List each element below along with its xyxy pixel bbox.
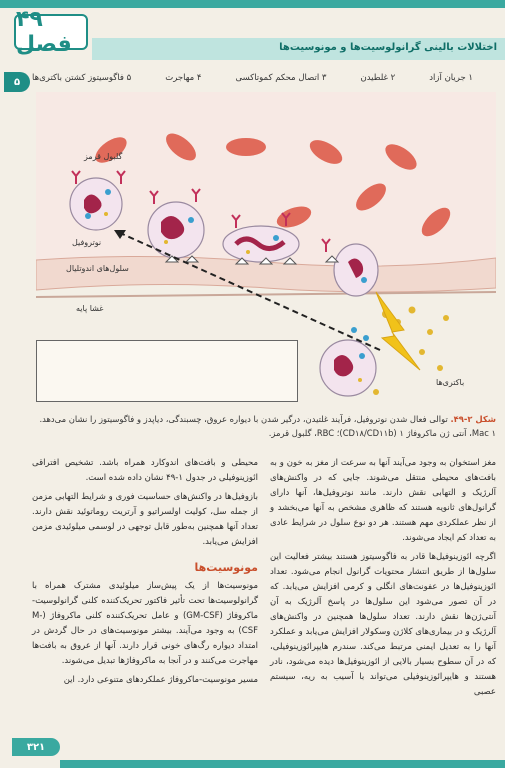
paragraph: اگرچه ائوزینوفیل‌ها قادر به فاگوسیتوز هستند بیشتر فعالیت این سلول‌ها از طریق انتشار محتویات گرانول انجام می‌شود. تعداد ائوزینوفیل‌ها در عفونت‌های انگلی و کرمی افزایش می‌یابد. که در آن تصور می‌شود این سلول‌ها در پاسخ آلرژیک به آن آنتی‌ژن‌ها نقش دارند. تعداد سلول‌ها همچنین در واکنش‌های آلرژیک و در بیماری‌های کلاژن وسکولار افزایش می‌یابد و عملکرد آنها را به تعدیل ایمنی مرتبط می‌کند. سندرم هایپرائوزینوفیلی، که در آن سطوح بسیار بالایی از ائوزینوفیل‌ها دیده می‌شود، نادر هستند و هایپرائوزینوفیلی می‌تواند با آسیب به ریه، سیستم عصبی bbox=[270, 552, 496, 697]
text-column-left bbox=[32, 456, 258, 746]
granule-dot bbox=[246, 250, 250, 254]
granule-dot bbox=[273, 235, 279, 241]
bacteria-label: باکتری‌ها bbox=[436, 378, 465, 387]
section-heading: مونوسیت‌ها bbox=[194, 561, 258, 574]
paragraph: مسیر مونوسیت-ماکروفاژ عملکردهای متنوعی دارد. این bbox=[63, 675, 258, 685]
caption-text: توالی فعال شدن نوتروفیل، فرآیند غلتیدن، درگیر شدن با دیواره عروق، چسبندگی، دیاپدز و فاگوسیتوز را نشان می‌دهد. Mac ۱، آنتی ژن ماکروفاژ ۱ (CD۱۸/CD۱۱b)؛ RBC، گلبول قرمز. bbox=[39, 414, 496, 438]
granule-dot bbox=[105, 189, 111, 195]
page-number: ۳۲۱ bbox=[26, 741, 46, 753]
granule-dot bbox=[85, 213, 91, 219]
figure-legend bbox=[36, 340, 298, 402]
paragraph: بازوفیل‌ها در واکنش‌های حساسیت فوری و شرایط التهابی مزمن از جمله سل، کولیت اولسراتیو و آرتریت روماتوئید نقش دارند. تعداد آنها همچنین به‌طور قابل توجهی در لوسمی میلوئیدی مزمن افزایش می‌یابد. bbox=[32, 492, 258, 547]
stage-label: ۳ اتصال محکم کموتاکسی bbox=[235, 73, 327, 83]
stage-label: ۱ جریان آزاد bbox=[429, 73, 473, 83]
chapter-number-box bbox=[14, 7, 88, 57]
stage-legend-strip bbox=[0, 68, 505, 88]
stage-label: ۲ غلطیدن bbox=[360, 73, 396, 83]
granule-dot bbox=[358, 378, 362, 382]
granule-dot bbox=[104, 212, 108, 216]
section-badge-number: ۵ bbox=[13, 76, 21, 88]
stage-label: ۴ مهاجرت bbox=[165, 73, 202, 83]
rbc-label: گلبول قرمز bbox=[84, 152, 123, 161]
paragraph: مونوسیت‌ها از یک پیش‌ساز میلوئیدی مشترک همراه با گرانولوسیت‌ها تحت تأثیر فاکتور تحریک‌کننده کلنی گرانولوسیت-ماکروفاژ (GM-CSF) و عامل تحریک‌کننده کلنی ماکروفاژ (M-CSF) به وجود می‌آیند. بیشتر مونوسیت‌های در حال گردش در امتداد دیواره رگ‌های خونی قرار دارند. آنها از عروق به بافت‌ها مهاجرت می‌کنند و در آنجا به ماکروفاژها تبدیل می‌شوند. bbox=[32, 581, 258, 666]
granule-dot bbox=[359, 353, 365, 359]
basement-membrane bbox=[36, 292, 496, 297]
figure-caption bbox=[32, 412, 496, 448]
page-number-badge bbox=[12, 738, 60, 756]
stage-label: ۵ فاگوسیتوز کشتن باکتری‌ها bbox=[32, 73, 132, 83]
basement-label: غشا پایه bbox=[76, 304, 104, 313]
text-column-right bbox=[270, 456, 496, 746]
figure-number: شکل ۲-۴۹. bbox=[450, 414, 496, 424]
granule-dot bbox=[188, 217, 194, 223]
paragraph: مغز استخوان به وجود می‌آیند آنها به سرعت از مغز به خون و به بافت‌های محیطی منتقل می‌شوند. جایی که در واکنش‌های آلرژیک و التهابی نقش دارند. مانند نوتروفیل‌ها، آنها دارای گرانول‌های ثانویه هستند که ظاهری مشخص به آنها می‌بخشد و از نظر عملکردی مهم هستند. هر دو نوع سلول در شرایط عادی به تعداد کم ایجاد می‌شوند. bbox=[270, 458, 496, 543]
rbc-shape bbox=[226, 138, 266, 156]
chapter-title-bar bbox=[92, 38, 505, 60]
lightning-icon bbox=[376, 292, 420, 370]
granule-dot bbox=[361, 277, 367, 283]
footer-bar bbox=[60, 760, 505, 768]
neutrophil-label: نوتروفیل bbox=[72, 238, 102, 247]
granule-dot bbox=[164, 240, 168, 244]
paragraph: محیطی و بافت‌های اندوکارد همراه باشد. تشخیص افتراقی ائوزینوفیلی در جدول ۱-۴۹ نشان داده شده است. bbox=[32, 458, 258, 483]
endothelium-label: سلول‌های اندوتلیال bbox=[66, 264, 129, 273]
chapter-number: ۴۹ فصل bbox=[16, 7, 72, 57]
chapter-title: اختلالات بالینی گرانولوسیت‌ها و مونوسیت‌ها bbox=[279, 42, 497, 53]
neutrophil-diagram bbox=[36, 92, 496, 410]
